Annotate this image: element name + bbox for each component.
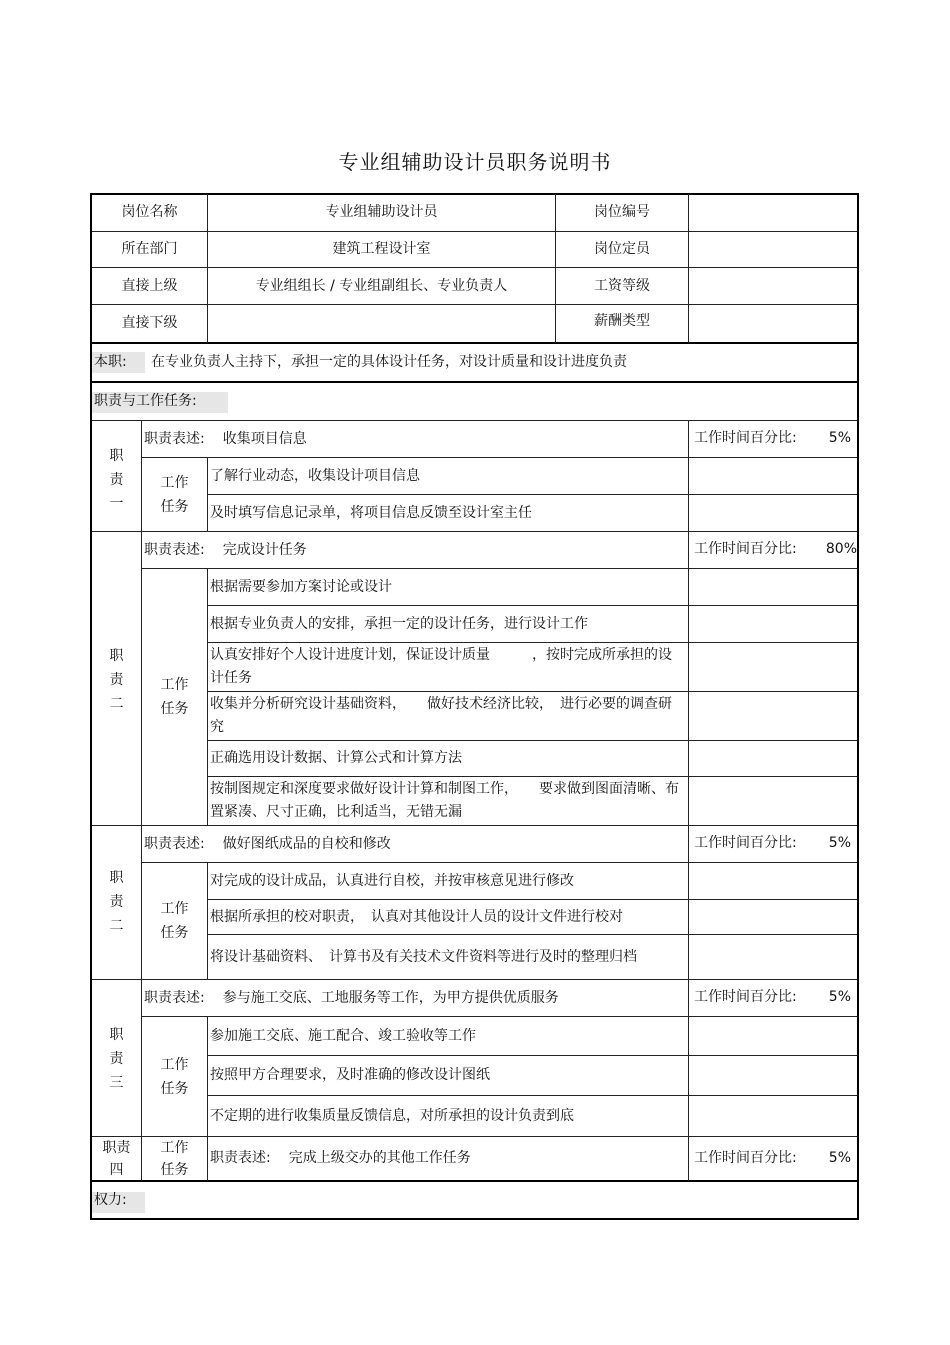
dept-value: 建筑工程设计室 xyxy=(332,241,431,257)
quota-label: 岗位定员 xyxy=(594,241,650,257)
section-4-task-3: 不定期的进行收集质量反馈信息，对所承担的设计负责到底 xyxy=(210,1107,574,1124)
section-4-task-2: 按照甲方合理要求，及时准确的修改设计图纸 xyxy=(210,1067,490,1083)
section-1-percent: 5% xyxy=(828,430,851,446)
section-3-task-label: 工作 任务 xyxy=(160,901,189,941)
post-name-label: 岗位名称 xyxy=(121,204,178,220)
section-5-task-label: 工作 任务 xyxy=(160,1139,189,1178)
pay-type-label: 薪酬类型 xyxy=(594,313,650,329)
section-4-time: 工作时间百分比: 5% xyxy=(689,980,857,1016)
post-name-value: 专业组辅助设计员 xyxy=(325,204,438,220)
section-5-desc: 完成上级交办的其他工作任务 xyxy=(288,1150,471,1166)
section-4-desc: 参与施工交底、工地服务等工作，为甲方提供优质服务 xyxy=(222,989,559,1006)
section-4-percent: 5% xyxy=(828,989,851,1005)
section-3-desc-row: 职责表述: 做好图纸成品的自校和修改 xyxy=(142,826,688,862)
wage-value xyxy=(689,268,857,304)
section-1-name: 职 责 一 xyxy=(109,447,124,512)
section-5-desc-row: 职责表述: 完成上级交办的其他工作任务 xyxy=(208,1137,688,1180)
section-2-task-5: 正确选用设计数据、计算公式和计算方法 xyxy=(210,750,462,766)
section-2-task-label: 工作 任务 xyxy=(160,677,189,717)
section-4-task-1: 参加施工交底、施工配合、竣工验收等工作 xyxy=(210,1027,476,1044)
section-5-time: 工作时间百分比: 5% xyxy=(689,1137,857,1180)
authority-label: 权力: xyxy=(94,1191,127,1208)
section-2-task-6: 按制图规定和深度要求做好设计计算和制图工作， 要求做到图面清晰、布置紧凑、尺寸正确，比利适当，无错无漏 xyxy=(210,781,679,820)
section-5-percent: 5% xyxy=(828,1150,851,1166)
section-3-time: 工作时间百分比: 5% xyxy=(689,826,857,862)
section-2-percent: 80% xyxy=(825,541,857,557)
section-3-task-1: 对完成的设计成品，认真进行自校，并按审核意见进行修改 xyxy=(210,872,574,889)
duty-text: 在专业负责人主持下，承担一定的具体设计任务，对设计质量和设计进度负责 xyxy=(151,354,627,370)
superior-value: 专业组组长 / 专业组副组长、专业负责人 xyxy=(255,277,508,294)
wage-label: 工资等级 xyxy=(594,277,650,294)
section-2-name: 职 责 二 xyxy=(109,648,124,712)
section-3-desc: 做好图纸成品的自校和修改 xyxy=(222,835,391,852)
pay-type-value xyxy=(689,305,857,342)
section-2-task-1: 根据需要参加方案讨论或设计 xyxy=(210,578,392,595)
section-4-task-label: 工作 任务 xyxy=(160,1056,189,1097)
subordinate-label: 直接下级 xyxy=(121,315,178,331)
section-1-desc: 收集项目信息 xyxy=(222,430,307,447)
section-2-time: 工作时间百分比: 80% xyxy=(689,532,857,568)
section-2-task-4: 收集并分析研究设计基础资料， 做好技术经济比较， 进行必要的调查研究 xyxy=(210,696,672,735)
section-3-task-2: 根据所承担的校对职责， 认真对其他设计人员的设计文件进行校对 xyxy=(210,908,623,925)
page-title: 专业组辅助设计员职务说明书 xyxy=(338,150,612,174)
section-1-desc-row: 职责表述: 收集项目信息 xyxy=(142,421,688,457)
superior-label: 直接上级 xyxy=(121,277,178,294)
section-5-name: 职责 四 xyxy=(102,1139,131,1178)
section-1-task-label: 工作 任务 xyxy=(160,474,189,515)
post-code-value xyxy=(689,194,857,231)
dept-label: 所在部门 xyxy=(121,241,178,257)
section-1-time: 工作时间百分比: 5% xyxy=(689,421,857,457)
post-code-label: 岗位编号 xyxy=(594,204,650,220)
section-2-task-3: 认真安排好个人设计进度计划，保证设计质量 ，按时完成所承担的设计任务 xyxy=(210,647,672,686)
responsibilities-label: 职责与工作任务: xyxy=(94,393,197,409)
section-2-task-2: 根据专业负责人的安排，承担一定的设计任务，进行设计工作 xyxy=(210,615,588,632)
section-1-task-1: 了解行业动态，收集设计项目信息 xyxy=(210,467,420,484)
section-4-desc-row: 职责表述: 参与施工交底、工地服务等工作，为甲方提供优质服务 xyxy=(142,980,688,1016)
subordinate-value xyxy=(208,305,555,342)
duty-label: 本职: xyxy=(94,354,127,370)
section-2-desc-row: 职责表述: 完成设计任务 xyxy=(142,532,688,568)
section-2-desc: 完成设计任务 xyxy=(222,541,307,558)
section-3-percent: 5% xyxy=(828,835,851,851)
quota-value xyxy=(689,232,857,267)
section-3-task-3: 将设计基础资料、 计算书及有关技术文件资料等进行及时的整理归档 xyxy=(210,948,637,965)
section-1-task-2: 及时填写信息记录单，将项目信息反馈至设计室主任 xyxy=(210,504,532,521)
section-4-name: 职 责 三 xyxy=(109,1027,124,1091)
section-3-name: 职 责 二 xyxy=(109,870,124,934)
